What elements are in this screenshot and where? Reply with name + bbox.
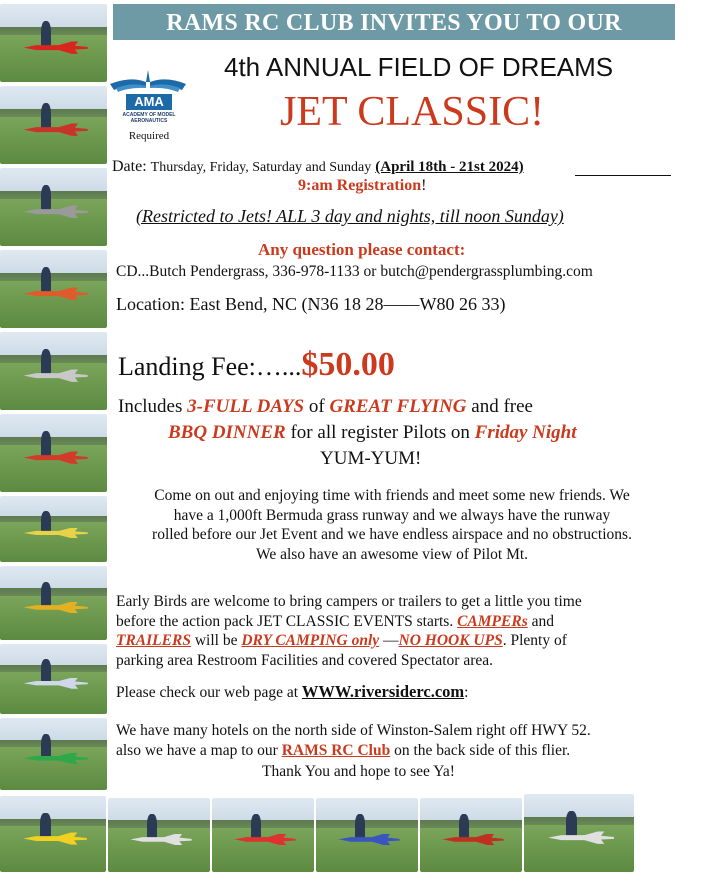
- web-line: [116, 682, 468, 702]
- date-underline: [575, 175, 671, 176]
- photo-jet-16: [524, 794, 634, 872]
- includes-yum: YUM-YUM!: [320, 448, 422, 469]
- restricted-note: (Restricted to Jets! ALL 3 day and nights, till noon Sunday): [136, 206, 564, 226]
- camping-campers: CAMPERs: [457, 612, 528, 630]
- photo-jet-13: [212, 798, 314, 872]
- camping-paragraph: [116, 592, 676, 670]
- includes-of: of: [304, 396, 330, 417]
- includes-text: Includes: [118, 396, 188, 417]
- about-line: Come on out and enjoying time with friends and meet some new friends. We: [154, 487, 630, 504]
- hotels-club-name: RAMS RC Club: [281, 742, 391, 759]
- photo-jet-2: [0, 86, 107, 164]
- photo-jet-3: [0, 168, 107, 246]
- includes-and-free: and free: [466, 396, 533, 417]
- about-line: rolled before our Jet Event and we have endless airspace and no obstructions.: [152, 526, 632, 543]
- about-paragraph: [112, 486, 672, 564]
- registration-suffix: !: [421, 177, 427, 194]
- landing-fee-amount: $50.00: [301, 346, 395, 383]
- includes-pilots: for all register Pilots on: [285, 422, 475, 443]
- photo-jet-12: [108, 798, 210, 872]
- ama-logo-name: AMA: [126, 94, 172, 110]
- landing-fee-label: Landing Fee:…...: [118, 352, 302, 381]
- camping-and: and: [527, 612, 554, 630]
- date-range: (April 18th - 21st 2024): [375, 159, 524, 175]
- landing-fee: [118, 346, 395, 384]
- camping-dry: DRY CAMPING only: [241, 632, 380, 649]
- hotels-line1: We have many hotels on the north side of Winston-Salem right off HWY 52.: [116, 722, 591, 739]
- includes-friday-night: Friday Night: [474, 422, 577, 443]
- camping-before: before the action pack JET CLASSIC EVENTS starts.: [116, 612, 458, 630]
- camping-line2: [116, 612, 676, 632]
- photo-jet-6: [0, 414, 107, 492]
- photo-jet-9: [0, 644, 107, 714]
- ama-required-label: Required: [128, 130, 170, 142]
- photo-jet-1: [0, 4, 107, 82]
- ama-logo-subtitle: ACADEMY OF MODEL AERONAUTICS: [122, 112, 176, 124]
- photo-jet-8: [0, 566, 107, 640]
- includes-great-flying: GREAT FLYING: [329, 396, 467, 417]
- camping-will-be: will be: [190, 632, 242, 649]
- wings-icon: [110, 68, 186, 94]
- photo-jet-7: [0, 496, 107, 562]
- web-colon: :: [464, 684, 469, 701]
- includes-bbq-dinner: BBQ DINNER: [168, 422, 286, 443]
- headline-line1: 4th ANNUAL FIELD OF DREAMS: [224, 52, 614, 82]
- date-days: Thursday, Friday, Saturday and Sunday: [150, 160, 372, 175]
- photo-jet-5: [0, 332, 107, 410]
- camping-line3: [116, 631, 676, 651]
- headline-line2: JET CLASSIC!: [280, 89, 545, 135]
- invitation-banner: RAMS RC CLUB INVITES YOU TO OUR: [113, 4, 675, 40]
- website-link[interactable]: WWW.riversiderc.com: [301, 682, 465, 701]
- hotels-map-text: also we have a map to our: [116, 742, 282, 759]
- camping-no-hookups: NO HOOK UPS: [398, 632, 503, 649]
- about-line: have a 1,000ft Bermuda grass runway and we always have the runway: [173, 506, 611, 524]
- photo-jet-15: [420, 798, 522, 872]
- photo-jet-14: [316, 798, 418, 872]
- includes-full-days: 3-FULL DAYS: [187, 396, 305, 417]
- camping-trailers: TRAILERS: [116, 632, 191, 649]
- registration-time: 9:am Registration: [298, 177, 422, 194]
- web-text: Please check our web page at: [116, 684, 302, 701]
- date-label: Date:: [112, 158, 147, 175]
- camping-line4: parking area Restroom Facilities and covered Spectator area.: [116, 651, 494, 669]
- hotels-line2: [116, 742, 570, 760]
- camping-plenty: . Plenty of: [502, 632, 567, 649]
- registration-line: [298, 177, 426, 195]
- event-date: [112, 158, 524, 176]
- includes-line1: [118, 396, 533, 418]
- contact-line: CD...Butch Pendergrass, 336-978-1133 or butch@pendergrassplumbing.com: [116, 263, 593, 280]
- camping-line1: Early Birds are welcome to bring campers or trailers to get a little you time: [116, 593, 582, 610]
- hotels-back-side: on the back side of this flier.: [390, 742, 571, 759]
- photo-jet-11: [0, 796, 106, 872]
- photo-jet-4: [0, 250, 107, 328]
- about-line: We also have an awesome view of Pilot Mt.: [255, 545, 529, 563]
- photo-jet-10: [0, 718, 107, 790]
- location-line: Location: East Bend, NC (N36 18 28——W80 26 33): [116, 294, 506, 314]
- thank-you-line: Thank You and hope to see Ya!: [262, 763, 455, 780]
- camping-dash: —: [379, 632, 399, 649]
- includes-line2: [168, 422, 577, 444]
- contact-heading: Any question please contact:: [258, 240, 466, 259]
